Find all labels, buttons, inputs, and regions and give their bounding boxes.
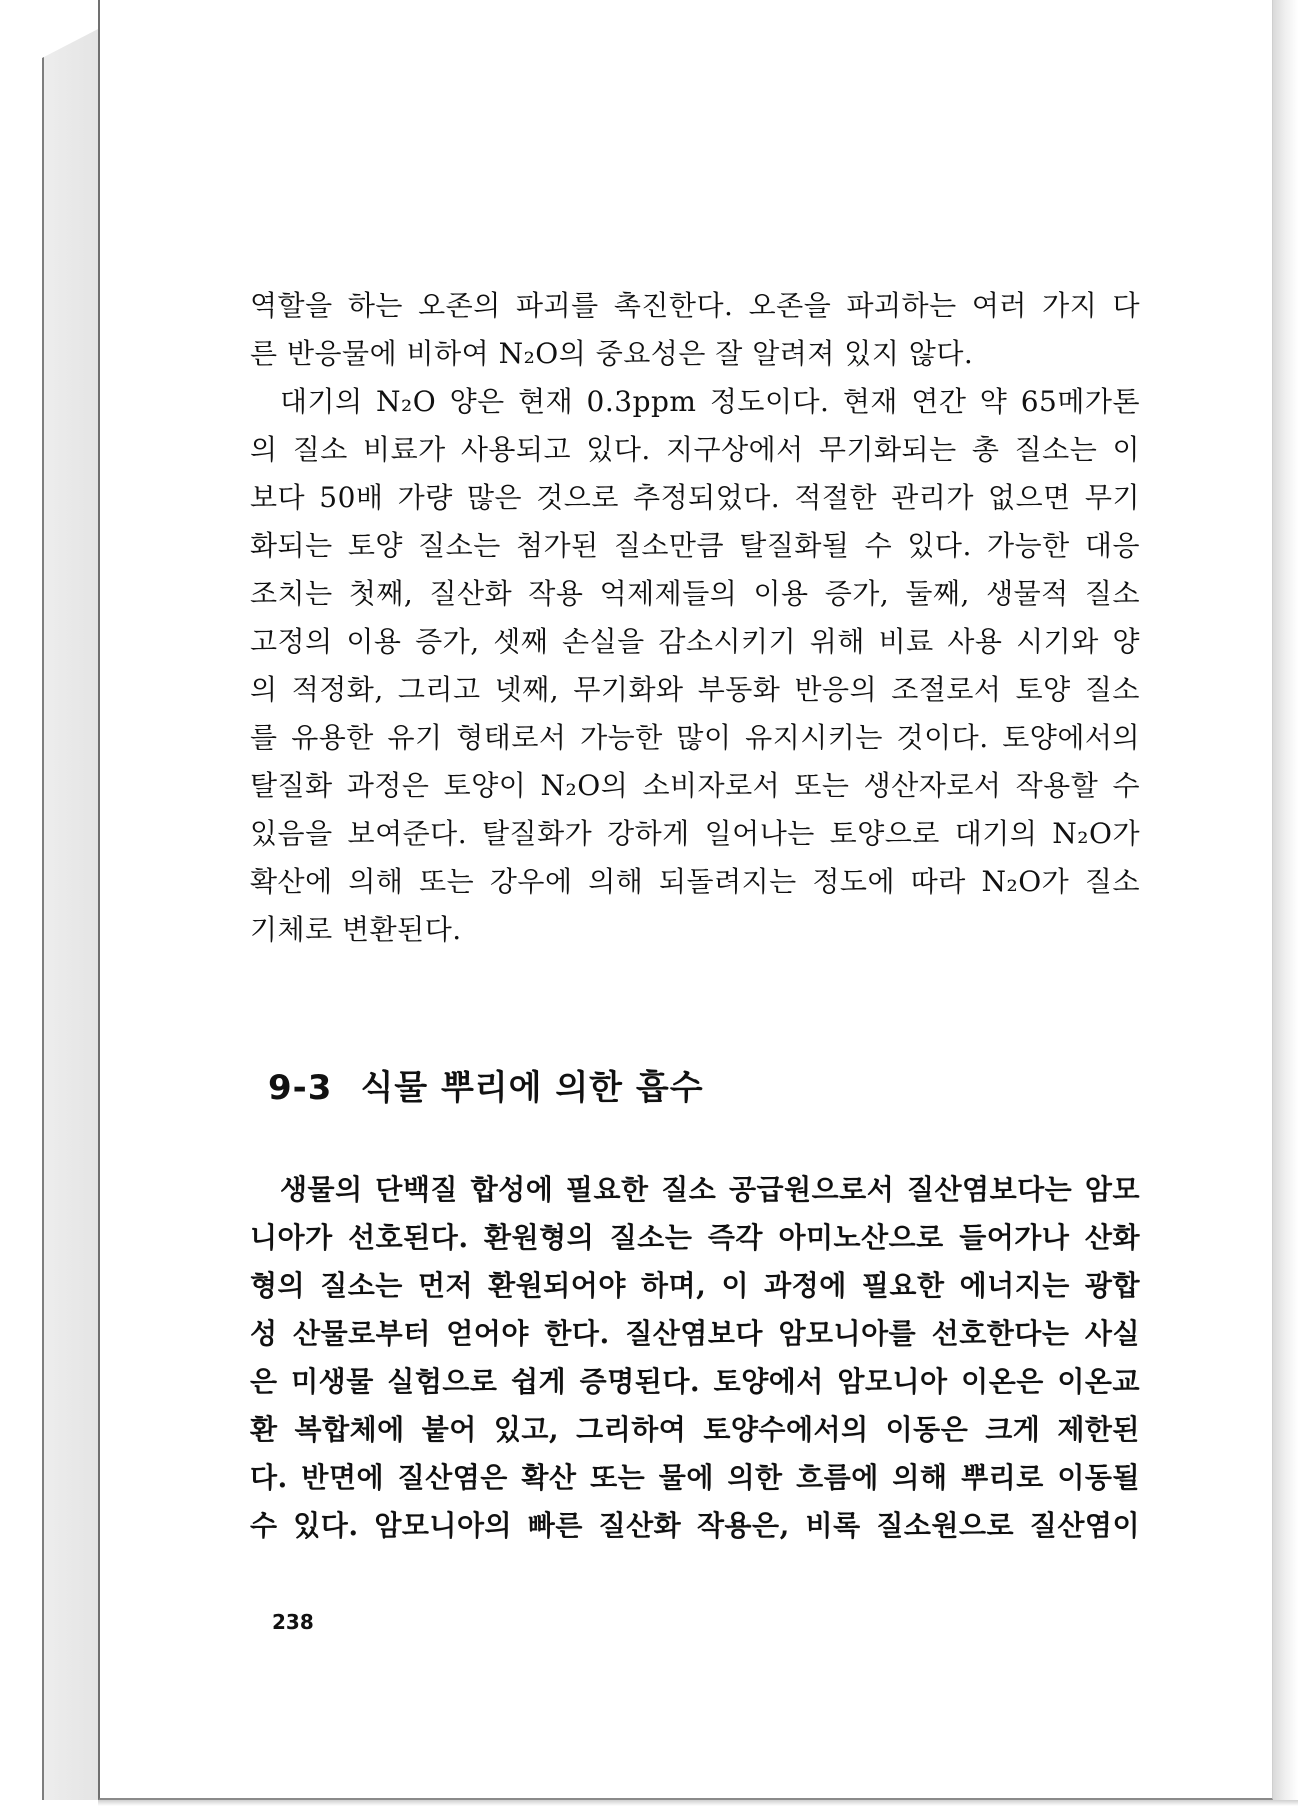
text-line: 은 미생물 실험으로 쉽게 증명된다. 토양에서 암모니아 이온은 이온교 <box>250 1365 1140 1398</box>
text-line: 생물의 단백질 합성에 필요한 질소 공급원으로서 질산염보다는 암모 <box>280 1173 1140 1206</box>
text-line: 역할을 하는 오존의 파괴를 촉진한다. 오존을 파괴하는 여러 가지 다 <box>250 289 1140 322</box>
text-line: 성 산물로부터 얻어야 한다. 질산염보다 암모니아를 선호한다는 사실 <box>250 1317 1140 1350</box>
text-line: 다. 반면에 질산염은 확산 또는 물에 의한 흐름에 의해 뿌리로 이동될 <box>250 1461 1140 1494</box>
text-line: 른 반응물에 비하여 N₂O의 중요성은 잘 알려져 있지 않다. <box>250 337 974 370</box>
section-title: 식물 뿌리에 의한 흡수 <box>360 1068 704 1108</box>
text-line: 의 질소 비료가 사용되고 있다. 지구상에서 무기화되는 총 질소는 이 <box>250 433 1140 466</box>
section-number: 9-3 <box>268 1068 333 1108</box>
text-line: 형의 질소는 먼저 환원되어야 하며, 이 과정에 필요한 에너지는 광합 <box>250 1269 1140 1302</box>
paragraph-2 <box>250 1166 1140 1550</box>
page-number: 238 <box>272 1610 314 1634</box>
text-line: 화되는 토양 질소는 첨가된 질소만큼 탈질화될 수 있다. 가능한 대응 <box>250 529 1140 562</box>
page-shadow-bottom <box>98 1800 1298 1806</box>
paragraph-1 <box>250 282 1140 954</box>
text-line: 확산에 의해 또는 강우에 의해 되돌려지는 정도에 따라 N₂O가 질소 <box>250 865 1140 898</box>
text-line: 를 유용한 유기 형태로서 가능한 많이 유지시키는 것이다. 토양에서의 <box>250 721 1140 754</box>
text-line: 고정의 이용 증가, 셋째 손실을 감소시키기 위해 비료 사용 시기와 양 <box>250 625 1140 658</box>
book-spine <box>42 28 100 1800</box>
text-line: 의 적정화, 그리고 넷째, 무기화와 부동화 반응의 조절로서 토양 질소 <box>250 673 1140 706</box>
text-line: 대기의 N₂O 양은 현재 0.3ppm 정도이다. 현재 연간 약 65메가톤 <box>280 385 1140 418</box>
text-line: 보다 50배 가량 많은 것으로 추정되었다. 적절한 관리가 없으면 무기 <box>250 481 1140 514</box>
text-line: 니아가 선호된다. 환원형의 질소는 즉각 아미노산으로 들어가나 산화 <box>250 1221 1140 1254</box>
text-line: 기체로 변환된다. <box>250 913 462 946</box>
text-line: 있음을 보여준다. 탈질화가 강하게 일어나는 토양으로 대기의 N₂O가 <box>250 817 1140 850</box>
text-line: 탈질화 과정은 토양이 N₂O의 소비자로서 또는 생산자로서 작용할 수 <box>250 769 1140 802</box>
page-shadow-right <box>1273 0 1298 1806</box>
section-heading <box>268 1060 704 1109</box>
text-line: 환 복합체에 붙어 있고, 그리하여 토양수에서의 이동은 크게 제한된 <box>250 1413 1140 1446</box>
text-line: 수 있다. 암모니아의 빠른 질산화 작용은, 비록 질소원으로 질산염이 <box>250 1509 1140 1542</box>
text-line: 조치는 첫째, 질산화 작용 억제제들의 이용 증가, 둘째, 생물적 질소 <box>250 577 1140 610</box>
